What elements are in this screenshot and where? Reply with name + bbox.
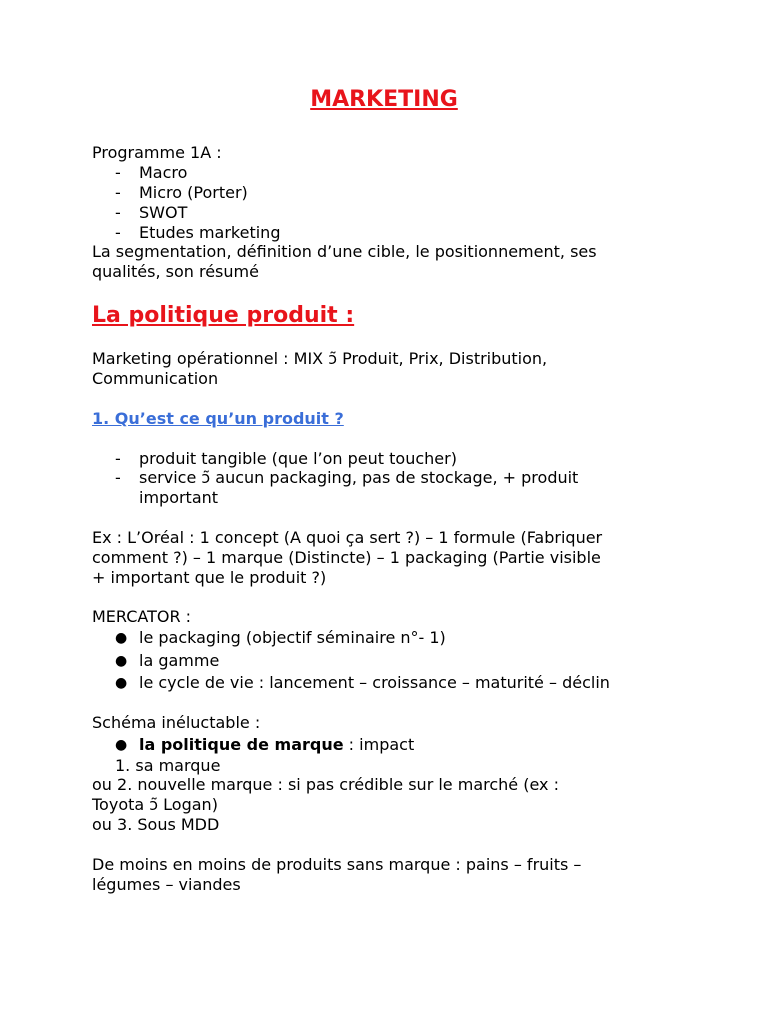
schema-num1: 1. sa marque xyxy=(115,756,221,775)
segmentation-text-cont: qualités, son résumé xyxy=(92,262,259,281)
dash-bullet: - xyxy=(115,203,121,222)
mercator-item: la gamme xyxy=(139,651,220,670)
service-suffix: aucun packaging, pas de stockage, + produit xyxy=(215,468,579,487)
dash-bullet: - xyxy=(115,163,121,182)
programme-item: SWOT xyxy=(139,203,188,222)
service-item-cont: important xyxy=(139,488,219,507)
service-item xyxy=(139,468,578,488)
mix-line xyxy=(92,349,547,369)
dash-bullet: - xyxy=(115,223,121,242)
programme-item: Micro (Porter) xyxy=(139,183,248,202)
bullet-icon: ● xyxy=(115,630,128,646)
closing-line: légumes – viandes xyxy=(92,875,241,894)
dash-bullet: - xyxy=(115,449,121,468)
schema-toyota xyxy=(92,795,218,815)
dash-bullet: - xyxy=(115,468,121,487)
mercator-label: MERCATOR : xyxy=(92,607,192,626)
arrow-symbol-icon: ↄ̃ xyxy=(201,468,211,487)
schema-bullet xyxy=(139,735,414,755)
arrow-symbol-icon: ↄ̃ xyxy=(328,349,338,368)
bullet-icon: ● xyxy=(115,653,128,669)
toyota-prefix: Toyota xyxy=(92,795,145,814)
mercator-item: le packaging (objectif séminaire n°- 1) xyxy=(139,628,446,647)
closing-line: De moins en moins de produits sans marque : pains – fruits – xyxy=(92,855,582,874)
example-line: + important que le produit ?) xyxy=(92,568,327,587)
schema-label: Schéma inéluctable : xyxy=(92,713,261,732)
section-heading-politique-produit: La politique produit : xyxy=(92,303,355,328)
subsection-heading-produit: 1. Qu’est ce qu’un produit ? xyxy=(92,409,344,428)
document-title: MARKETING xyxy=(310,87,458,112)
bullet-icon: ● xyxy=(115,737,128,753)
produit-item: produit tangible (que l’on peut toucher) xyxy=(139,449,457,468)
schema-bullet-rest: : impact xyxy=(343,735,415,754)
mix-prefix: Marketing opérationnel : MIX xyxy=(92,349,324,368)
schema-ou2: ou 2. nouvelle marque : si pas crédible sur le marché (ex : xyxy=(92,775,559,794)
programme-item: Macro xyxy=(139,163,188,182)
bullet-icon: ● xyxy=(115,675,128,691)
mix-suffix: Produit, Prix, Distribution, xyxy=(342,349,548,368)
schema-ou3: ou 3. Sous MDD xyxy=(92,815,220,834)
toyota-suffix: Logan) xyxy=(163,795,218,814)
programme-label: Programme 1A : xyxy=(92,143,222,162)
mix-line-cont: Communication xyxy=(92,369,219,388)
dash-bullet: - xyxy=(115,183,121,202)
programme-item: Etudes marketing xyxy=(139,223,281,242)
mercator-item: le cycle de vie : lancement – croissance – maturité – déclin xyxy=(139,673,610,692)
schema-bullet-bold: la politique de marque xyxy=(139,735,344,754)
example-line: Ex : L’Oréal : 1 concept (A quoi ça sert ?) – 1 formule (Fabriquer xyxy=(92,528,603,547)
example-line: comment ?) – 1 marque (Distincte) – 1 packaging (Partie visible xyxy=(92,548,601,567)
service-prefix: service xyxy=(139,468,197,487)
segmentation-text: La segmentation, définition d’une cible, le positionnement, ses xyxy=(92,242,597,261)
arrow-symbol-icon: ↄ̃ xyxy=(149,795,159,814)
